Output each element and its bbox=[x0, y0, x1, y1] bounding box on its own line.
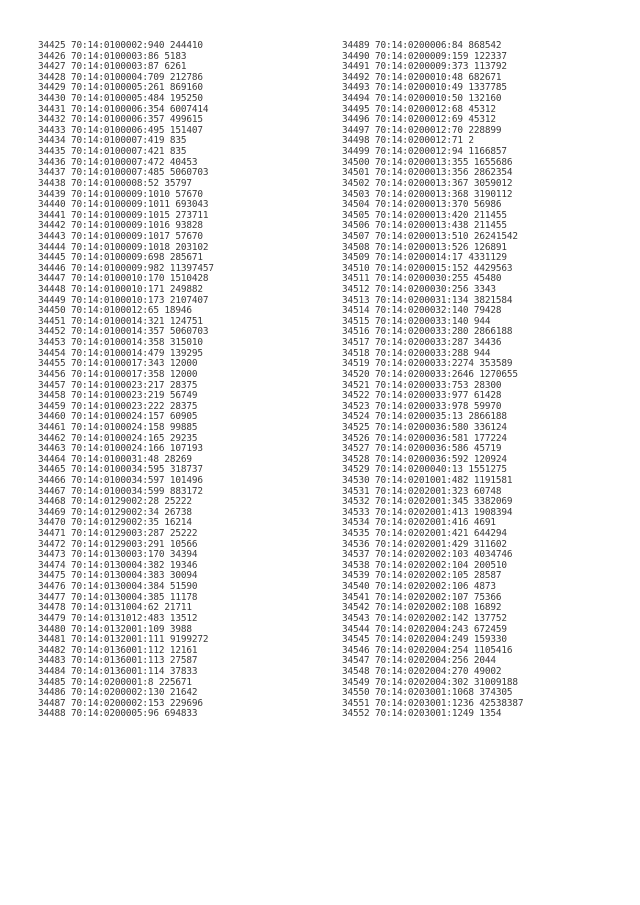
record-line: 34436 70:14:0100007:472 40453 bbox=[38, 156, 198, 168]
record-line: 34450 70:14:0100012:65 18946 bbox=[38, 305, 192, 317]
record-line: 34520 70:14:0200033:2646 1270655 bbox=[342, 368, 518, 380]
record-line: 34466 70:14:0100034:597 101496 bbox=[38, 474, 203, 486]
record-line: 34546 70:14:0202004:254 1105416 bbox=[342, 644, 513, 656]
record-line: 34486 70:14:0200002:130 21642 bbox=[38, 687, 198, 699]
record-line: 34485 70:14:0200001:8 225671 bbox=[38, 676, 192, 688]
record-line: 34491 70:14:0200009:373 113792 bbox=[342, 61, 507, 73]
record-line: 34477 70:14:0130004:385 11178 bbox=[38, 591, 198, 603]
record-line: 34462 70:14:0100024:165 29235 bbox=[38, 432, 198, 444]
record-line: 34438 70:14:0100008:52 35797 bbox=[38, 177, 192, 189]
record-line: 34481 70:14:0132001:111 9199272 bbox=[38, 634, 209, 646]
record-line: 34472 70:14:0129003:291 10566 bbox=[38, 538, 198, 550]
record-line: 34507 70:14:0200013:510 26241542 bbox=[342, 230, 518, 242]
record-line: 34518 70:14:0200033:288 944 bbox=[342, 347, 491, 359]
record-line: 34435 70:14:0100007:421 835 bbox=[38, 146, 187, 158]
record-line: 34440 70:14:0100009:1011 693043 bbox=[38, 199, 209, 211]
record-line: 34544 70:14:0202004:243 672459 bbox=[342, 623, 507, 635]
record-line: 34524 70:14:0200035:13 2866188 bbox=[342, 411, 507, 423]
record-line: 34502 70:14:0200013:367 3059012 bbox=[342, 177, 513, 189]
record-line: 34525 70:14:0200036:580 336124 bbox=[342, 421, 507, 433]
record-line: 34474 70:14:0130004:382 19346 bbox=[38, 559, 198, 571]
record-line: 34427 70:14:0100003:87 6261 bbox=[38, 61, 187, 73]
record-line: 34505 70:14:0200013:420 211455 bbox=[342, 209, 507, 221]
record-line: 34460 70:14:0100024:157 60905 bbox=[38, 411, 198, 423]
record-line: 34490 70:14:0200009:159 122337 bbox=[342, 50, 507, 62]
record-line: 34539 70:14:0202002:105 28587 bbox=[342, 570, 502, 582]
record-line: 34498 70:14:0200012:71 2 bbox=[342, 135, 474, 147]
record-line: 34495 70:14:0200012:68 45312 bbox=[342, 103, 496, 115]
record-line: 34513 70:14:0200031:134 3821584 bbox=[342, 294, 513, 306]
record-line: 34493 70:14:0200010:49 1337785 bbox=[342, 82, 507, 94]
record-line: 34511 70:14:0200030:255 45480 bbox=[342, 273, 502, 285]
record-line: 34503 70:14:0200013:368 3190112 bbox=[342, 188, 513, 200]
left-column-list bbox=[38, 41, 214, 720]
record-line: 34456 70:14:0100017:358 12000 bbox=[38, 368, 198, 380]
record-line: 34521 70:14:0200033:753 28300 bbox=[342, 379, 502, 391]
record-line: 34516 70:14:0200033:280 2866188 bbox=[342, 326, 513, 338]
record-line: 34464 70:14:0100031:48 28269 bbox=[38, 453, 192, 465]
record-line: 34497 70:14:0200012:70 228899 bbox=[342, 124, 502, 136]
record-line: 34537 70:14:0202002:103 4034746 bbox=[342, 549, 513, 561]
record-line: 34465 70:14:0100034:595 318737 bbox=[38, 464, 203, 476]
record-line: 34480 70:14:0132001:109 3988 bbox=[38, 623, 192, 635]
record-line: 34528 70:14:0200036:592 120924 bbox=[342, 453, 507, 465]
record-line: 34487 70:14:0200002:153 229696 bbox=[38, 697, 203, 709]
record-line: 34532 70:14:0202001:345 3382069 bbox=[342, 496, 513, 508]
record-line: 34527 70:14:0200036:586 45719 bbox=[342, 443, 502, 455]
record-line: 34501 70:14:0200013:356 2862354 bbox=[342, 167, 513, 179]
record-line: 34432 70:14:0100006:357 499615 bbox=[38, 114, 203, 126]
record-line: 34463 70:14:0100024:166 107193 bbox=[38, 443, 203, 455]
record-line: 34482 70:14:0136001:112 12161 bbox=[38, 644, 198, 656]
record-line: 34444 70:14:0100009:1018 203102 bbox=[38, 241, 209, 253]
record-line: 34519 70:14:0200033:2274 353589 bbox=[342, 358, 513, 370]
record-line: 34494 70:14:0200010:50 132160 bbox=[342, 93, 502, 105]
record-line: 34445 70:14:0100009:698 285671 bbox=[38, 252, 203, 264]
record-line: 34496 70:14:0200012:69 45312 bbox=[342, 114, 496, 126]
record-line: 34547 70:14:0202004:256 2044 bbox=[342, 655, 496, 667]
record-line: 34545 70:14:0202004:249 159330 bbox=[342, 634, 507, 646]
record-line: 34530 70:14:0201001:482 1191581 bbox=[342, 474, 513, 486]
record-line: 34439 70:14:0100009:1010 57670 bbox=[38, 188, 203, 200]
record-line: 34523 70:14:0200033:978 59970 bbox=[342, 400, 502, 412]
record-line: 34479 70:14:0131012:483 13512 bbox=[38, 612, 198, 624]
record-line: 34457 70:14:0100023:217 28375 bbox=[38, 379, 198, 391]
record-line: 34455 70:14:0100017:343 12000 bbox=[38, 358, 198, 370]
record-line: 34536 70:14:0202001:429 311602 bbox=[342, 538, 507, 550]
record-line: 34433 70:14:0100006:495 151407 bbox=[38, 124, 203, 136]
record-line: 34508 70:14:0200013:526 126891 bbox=[342, 241, 507, 253]
record-line: 34534 70:14:0202001:416 4691 bbox=[342, 517, 496, 529]
record-line: 34504 70:14:0200013:370 56986 bbox=[342, 199, 502, 211]
record-line: 34506 70:14:0200013:438 211455 bbox=[342, 220, 507, 232]
record-line: 34428 70:14:0100004:709 212786 bbox=[38, 71, 203, 83]
record-line: 34500 70:14:0200013:355 1655686 bbox=[342, 156, 513, 168]
record-line: 34459 70:14:0100023:222 28375 bbox=[38, 400, 198, 412]
record-line: 34429 70:14:0100005:261 869160 bbox=[38, 82, 203, 94]
record-line: 34483 70:14:0136001:113 27587 bbox=[38, 655, 198, 667]
record-line: 34492 70:14:0200010:48 682671 bbox=[342, 71, 502, 83]
record-line: 34452 70:14:0100014:357 5060703 bbox=[38, 326, 209, 338]
record-line: 34451 70:14:0100014:321 124751 bbox=[38, 315, 203, 327]
record-line: 34489 70:14:0200006:84 868542 bbox=[342, 40, 502, 51]
record-line: 34425 70:14:0100002:940 244410 bbox=[38, 40, 203, 51]
record-line: 34441 70:14:0100009:1015 273711 bbox=[38, 209, 209, 221]
record-line: 34499 70:14:0200012:94 1166857 bbox=[342, 146, 507, 158]
record-line: 34448 70:14:0100010:171 249882 bbox=[38, 284, 203, 296]
record-line: 34515 70:14:0200033:140 944 bbox=[342, 315, 491, 327]
record-line: 34541 70:14:0202002:107 75366 bbox=[342, 591, 502, 603]
record-line: 34514 70:14:0200032:140 79428 bbox=[342, 305, 502, 317]
record-line: 34430 70:14:0100005:484 195250 bbox=[38, 93, 203, 105]
record-line: 34442 70:14:0100009:1016 93828 bbox=[38, 220, 203, 232]
record-line: 34467 70:14:0100034:599 883172 bbox=[38, 485, 203, 497]
record-line: 34476 70:14:0130004:384 51590 bbox=[38, 581, 198, 593]
record-line: 34449 70:14:0100010:173 2107407 bbox=[38, 294, 209, 306]
record-line: 34475 70:14:0130004:383 30094 bbox=[38, 570, 198, 582]
record-line: 34550 70:14:0203001:1068 374305 bbox=[342, 687, 513, 699]
record-line: 34510 70:14:0200015:152 4429563 bbox=[342, 262, 513, 274]
record-line: 34517 70:14:0200033:287 34436 bbox=[342, 337, 502, 349]
record-line: 34437 70:14:0100007:485 5060703 bbox=[38, 167, 209, 179]
right-column-list bbox=[342, 41, 523, 720]
record-line: 34548 70:14:0202004:270 49002 bbox=[342, 665, 502, 677]
record-line: 34488 70:14:0200005:96 694833 bbox=[38, 708, 198, 720]
record-line: 34540 70:14:0202002:106 4873 bbox=[342, 581, 496, 593]
record-line: 34512 70:14:0200030:256 3343 bbox=[342, 284, 496, 296]
record-line: 34478 70:14:0131004:62 21711 bbox=[38, 602, 192, 614]
record-line: 34426 70:14:0100003:86 5183 bbox=[38, 50, 187, 62]
record-line: 34453 70:14:0100014:358 315010 bbox=[38, 337, 203, 349]
record-line: 34471 70:14:0129003:287 25222 bbox=[38, 528, 198, 540]
record-line: 34543 70:14:0202002:142 137752 bbox=[342, 612, 507, 624]
record-line: 34458 70:14:0100023:219 56749 bbox=[38, 390, 198, 402]
record-line: 34549 70:14:0202004:302 31009188 bbox=[342, 676, 518, 688]
record-line: 34552 70:14:0203001:1249 1354 bbox=[342, 708, 502, 720]
record-line: 34443 70:14:0100009:1017 57670 bbox=[38, 230, 203, 242]
record-line: 34469 70:14:0129002:34 26738 bbox=[38, 506, 192, 518]
record-line: 34529 70:14:0200040:13 1551275 bbox=[342, 464, 507, 476]
record-line: 34431 70:14:0100006:354 6007414 bbox=[38, 103, 209, 115]
record-line: 34522 70:14:0200033:977 61428 bbox=[342, 390, 502, 402]
record-line: 34470 70:14:0129002:35 16214 bbox=[38, 517, 192, 529]
record-line: 34446 70:14:0100009:982 11397457 bbox=[38, 262, 214, 274]
record-line: 34526 70:14:0200036:581 177224 bbox=[342, 432, 507, 444]
record-line: 34484 70:14:0136001:114 37833 bbox=[38, 665, 198, 677]
record-line: 34533 70:14:0202001:413 1908394 bbox=[342, 506, 513, 518]
record-line: 34454 70:14:0100014:479 139295 bbox=[38, 347, 203, 359]
record-line: 34468 70:14:0129002:28 25222 bbox=[38, 496, 192, 508]
record-line: 34531 70:14:0202001:323 60748 bbox=[342, 485, 502, 497]
record-line: 34434 70:14:0100007:419 835 bbox=[38, 135, 187, 147]
record-line: 34538 70:14:0202002:104 200510 bbox=[342, 559, 507, 571]
record-line: 34461 70:14:0100024:158 99885 bbox=[38, 421, 198, 433]
record-line: 34447 70:14:0100010:170 1510428 bbox=[38, 273, 209, 285]
record-line: 34535 70:14:0202001:421 644294 bbox=[342, 528, 507, 540]
record-line: 34473 70:14:0130003:170 34394 bbox=[38, 549, 198, 561]
record-line: 34542 70:14:0202002:108 16892 bbox=[342, 602, 502, 614]
record-line: 34509 70:14:0200014:17 4331129 bbox=[342, 252, 507, 264]
record-line: 34551 70:14:0203001:1236 42538387 bbox=[342, 697, 524, 709]
